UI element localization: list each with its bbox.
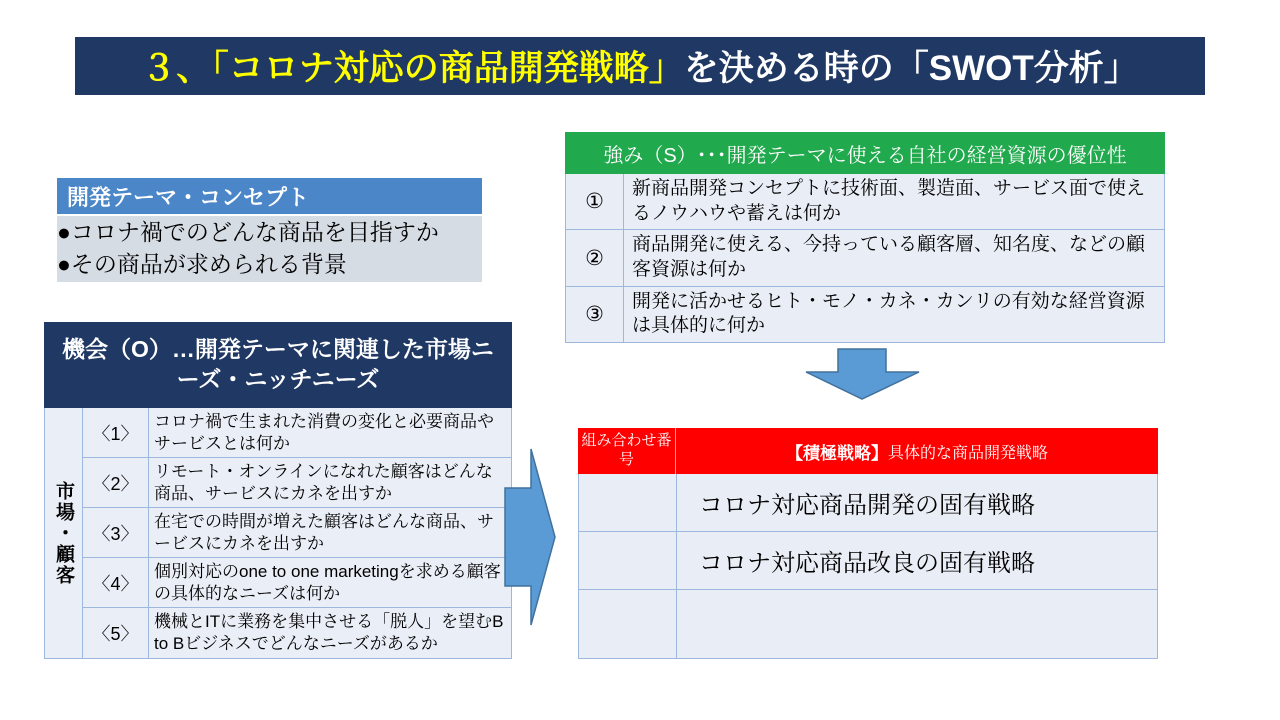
strengths-header: 強み（S）･･･開発テーマに使える自社の経営資源の優位性 [565, 132, 1165, 174]
right-block-arrow-icon [504, 448, 556, 626]
opportunities-table [44, 322, 512, 659]
strategy-header-bold: 【積極戦略】 [785, 443, 888, 463]
opportunity-row-text: 在宅での時間が増えた顧客はどんな商品、サービスにカネを出すか [149, 508, 511, 558]
opportunity-row-text: コロナ禍で生まれた消費の変化と必要商品やサービスとは何か [149, 408, 511, 458]
opportunity-row-text: 機械とITに業務を集中させる「脱人」を望むB to Bビジネスでどんなニーズがあるか [154, 612, 504, 653]
slide-title [75, 37, 1205, 95]
strategy-table [578, 428, 1158, 659]
opportunity-row-text: リモート・オンラインになれた顧客はどんな商品、サービスにカネを出すか [149, 458, 511, 508]
opportunity-row-number: 〈1〉 [83, 408, 149, 458]
strategy-row-number [579, 590, 677, 658]
strategy-row-text [677, 590, 1157, 658]
strengths-row-text: 新商品開発コンセプトに技術面、製造面、サービス面で使えるノウハウや蓄えは何か [624, 174, 1164, 230]
concept-box-body [57, 216, 482, 282]
opportunities-side-label: 市場・顧客 [45, 408, 83, 658]
strategy-header-rest: 具体的な商品開発戦略 [887, 444, 1048, 462]
opportunity-row-number: 〈5〉 [83, 608, 149, 658]
strategy-header-title [676, 428, 1158, 474]
strengths-row-number: ① [566, 174, 624, 230]
down-block-arrow-icon [805, 348, 920, 400]
strategy-row-text: コロナ対応商品開発の固有戦略 [677, 474, 1157, 532]
opportunities-grid [44, 408, 512, 659]
strengths-grid [565, 174, 1165, 343]
strengths-row-text: 開発に活かせるヒト・モノ・カネ・カンリの有効な経営資源は具体的に何か [632, 290, 1145, 337]
concept-item: ●コロナ禍でのどんな商品を目指すか [57, 219, 439, 246]
opportunity-row-text: 個別対応のone to one marketingを求める顧客の具体的なニーズは何か [149, 558, 511, 608]
strategy-row-number [579, 474, 677, 532]
strategy-header-combination-number: 組み合わせ番号 [578, 428, 676, 474]
concept-box-header: 開発テーマ・コンセプト [57, 178, 482, 214]
opportunity-row-number: 〈3〉 [83, 508, 149, 558]
strategy-row-text: コロナ対応商品改良の固有戦略 [677, 532, 1157, 590]
strengths-table [565, 132, 1165, 343]
strategy-row-number [579, 532, 677, 590]
strategy-grid [578, 474, 1158, 659]
slide-title-highlight: ３、「コロナ対応の商品開発戦略」 [141, 49, 684, 88]
concept-item: ●その商品が求められる背景 [57, 251, 347, 277]
strengths-row-number: ③ [566, 287, 624, 342]
strengths-row-number: ② [566, 230, 624, 286]
slide-title-rest: を決める時の「SWOT分析」 [683, 49, 1139, 88]
opportunity-row-number: 〈2〉 [83, 458, 149, 508]
opportunities-header: 機会（O）…開発テーマに関連した市場ニーズ・ニッチニーズ [44, 322, 512, 408]
strengths-row-text: 商品開発に使える、今持っている顧客層、知名度、などの顧客資源は何か [624, 230, 1164, 286]
opportunity-row-number: 〈4〉 [83, 558, 149, 608]
strategy-header-row [578, 428, 1158, 474]
